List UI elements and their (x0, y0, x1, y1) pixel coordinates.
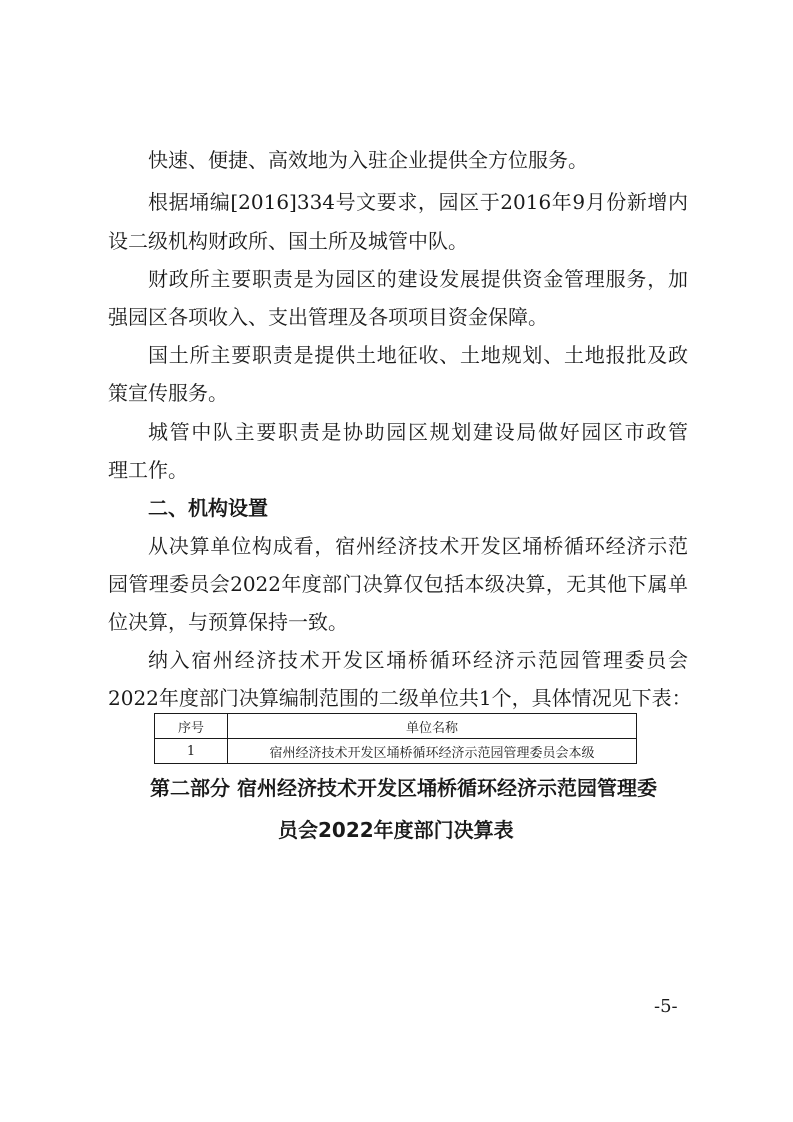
paragraph-line: 2022年度部门决算编制范围的二级单位共1个，具体情况见下表： (108, 686, 692, 710)
table-row (155, 739, 637, 764)
header-cell-unit-name: 单位名称 (228, 714, 637, 739)
page-number: -5- (654, 996, 678, 1017)
paragraph-line: 理工作。 (108, 458, 188, 482)
cell-unit-name: 宿州经济技术开发区埇桥循环经济示范园管理委员会本级 (228, 739, 637, 764)
paragraph-line: 从决算单位构成看，宿州经济技术开发区埇桥循环经济示范 (148, 534, 688, 558)
cell-index: 1 (155, 739, 228, 764)
units-table (154, 713, 637, 764)
header-cell-index: 序号 (155, 714, 228, 739)
paragraph-line: 策宣传服务。 (108, 381, 228, 405)
section-heading: 二、机构设置 (148, 496, 268, 520)
paragraph-line: 快速、便捷、高效地为入驻企业提供全方位服务。 (148, 148, 588, 172)
paragraph-line: 城管中队主要职责是协助园区规划建设局做好园区市政管 (148, 420, 688, 444)
paragraph-line: 国土所主要职责是提供土地征收、土地规划、土地报批及政 (148, 343, 688, 367)
paragraph-line: 园管理委员会2022年度部门决算仅包括本级决算，无其他下属单 (108, 572, 688, 596)
paragraph-line: 纳入宿州经济技术开发区埇桥循环经济示范园管理委员会 (148, 648, 688, 672)
table-header-row (155, 714, 637, 739)
part-title-line: 第二部分 宿州经济技术开发区埇桥循环经济示范园管理委 (150, 776, 657, 800)
paragraph-line: 财政所主要职责是为园区的建设发展提供资金管理服务，加 (148, 267, 688, 291)
paragraph-line: 位决算，与预算保持一致。 (108, 610, 348, 634)
part-title-line: 员会2022年度部门决算表 (278, 818, 514, 842)
paragraph-line: 设二级机构财政所、国土所及城管中队。 (108, 229, 468, 253)
paragraph-line: 强园区各项收入、支出管理及各项项目资金保障。 (108, 305, 548, 329)
paragraph-line: 根据埇编[2016]334号文要求，园区于2016年9月份新增内 (148, 190, 688, 214)
